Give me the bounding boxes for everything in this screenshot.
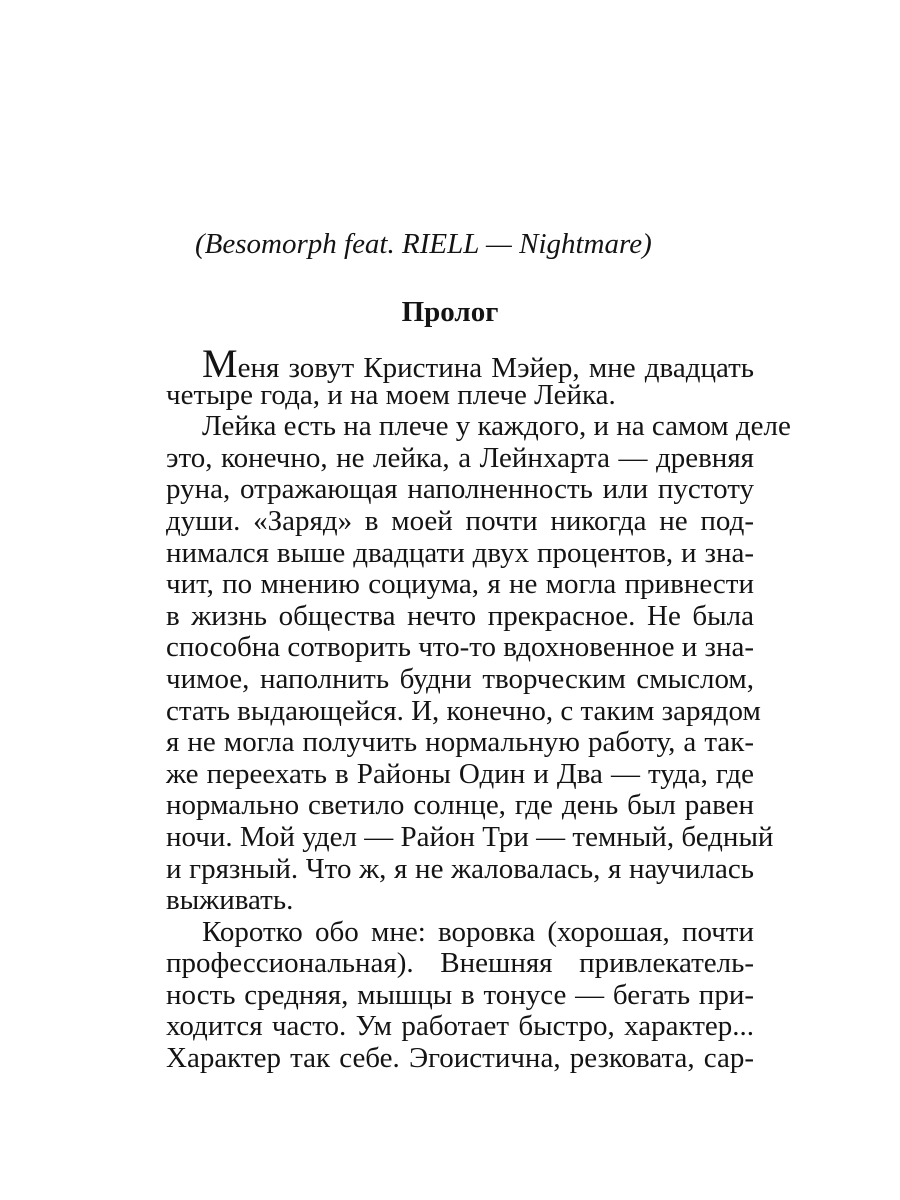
text-line: нормально светило солнце, где день был равен <box>166 789 754 822</box>
text-line: это, конечно, не лейка, а Лейнхарта — древняя <box>166 441 754 474</box>
text-line: же переехать в Районы Один и Два — туда, где <box>166 757 754 790</box>
text-line: Лейка есть на плече у каждого, и на самом деле <box>202 410 791 443</box>
text-line: и грязный. Что ж, я не жаловалась, я научилась <box>166 852 754 885</box>
text-line: ходится часто. Ум работает быстро, характер... <box>166 1010 754 1043</box>
text-line: души. «Заряд» в моей почти никогда не под- <box>166 504 754 537</box>
text-line: в жизнь общества нечто прекрасное. Не была <box>166 599 754 632</box>
text-line: стать выдающейся. И, конечно, с таким зарядом <box>166 694 761 727</box>
chapter-title: Пролог <box>401 296 499 328</box>
text-line: я не могла получить нормальную работу, а так- <box>166 726 754 759</box>
text-line: способна сотворить что-то вдохновенное и зна- <box>166 631 754 664</box>
body-text <box>166 341 791 1075</box>
paragraph-1 <box>166 341 754 411</box>
text-line: четыре года, и на моем плече Лейка. <box>166 378 616 411</box>
paragraph-3 <box>166 917 754 1075</box>
text-line: руна, отражающая наполненность или пустоту <box>166 473 754 506</box>
text-line: ность средняя, мышцы в тонусе — бегать при- <box>166 978 754 1011</box>
text-line: Коротко обо мне: воровка (хорошая, почти <box>202 915 754 948</box>
text-line: выживать. <box>166 884 294 917</box>
text-line: чимое, наполнить будни творческим смыслом, <box>166 662 754 695</box>
paragraph-2 <box>166 410 791 917</box>
text-line: Характер так себе. Эгоистична, резковата, сар- <box>166 1042 754 1075</box>
text-line: Меня зовут Кристина Мэйер, мне двадцать <box>202 341 754 386</box>
text-line: ночи. Мой удел — Район Три — темный, бедный <box>166 820 774 853</box>
text-line: чит, по мнению социума, я не могла привнести <box>166 568 754 601</box>
text-line: профессиональная). Внешняя привлекатель- <box>166 947 754 980</box>
epigraph: (Besomorph feat. RIELL — Nightmare) <box>195 228 652 260</box>
drop-cap: М <box>202 341 238 386</box>
text-line: нимался выше двадцати двух процентов, и зна- <box>166 536 754 569</box>
